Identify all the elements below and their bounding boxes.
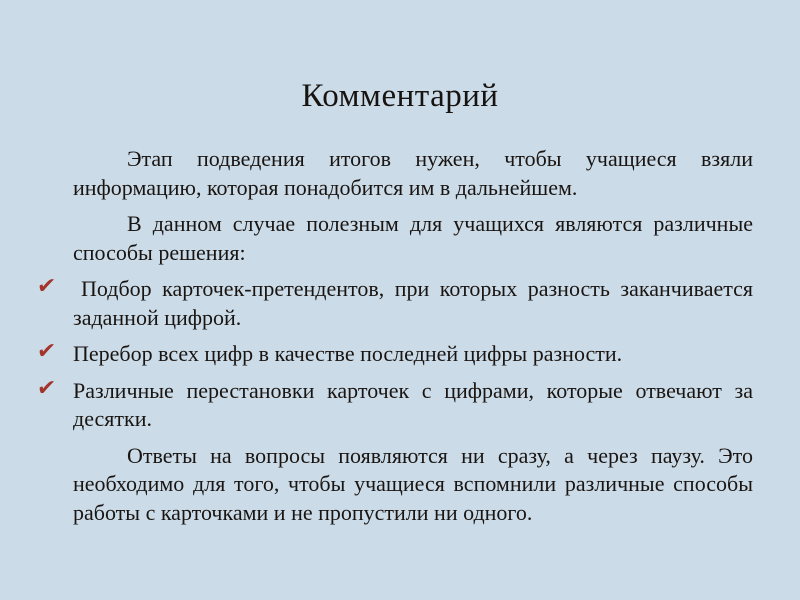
bullet-text: Различные перестановки карточек с цифрами, которые отвечают за десятки. [73,377,753,431]
second-paragraph: В данном случае полезным для учащихся являются различные способы решения: [73,211,753,265]
checkmark-icon: ✔ [35,339,57,364]
checkmark-icon: ✔ [35,375,57,401]
intro-paragraph: Этап подведения итогов нужен, чтобы учащиеся взяли информацию, которая понадобится им в дальнейшем. [73,146,753,200]
bullet-text: Перебор всех цифр в качестве последней цифры разности. [73,341,623,366]
list-item [35,274,753,332]
list-item [35,375,753,434]
bullet-text: Подбор карточек-претендентов, при которых разность заканчивается заданной цифрой. [73,276,753,330]
slide-title: Комментарий [301,78,499,114]
bullet-list [35,274,753,434]
closing-paragraph: Ответы на вопросы появляются ни сразу, а через паузу. Это необходимо для того, чтобы учащиеся вспомнили различные способы работы с карточками и не пропустили ни одного. [73,442,753,525]
list-item [35,339,753,369]
slide-body [35,145,753,527]
checkmark-icon: ✔ [35,274,57,299]
